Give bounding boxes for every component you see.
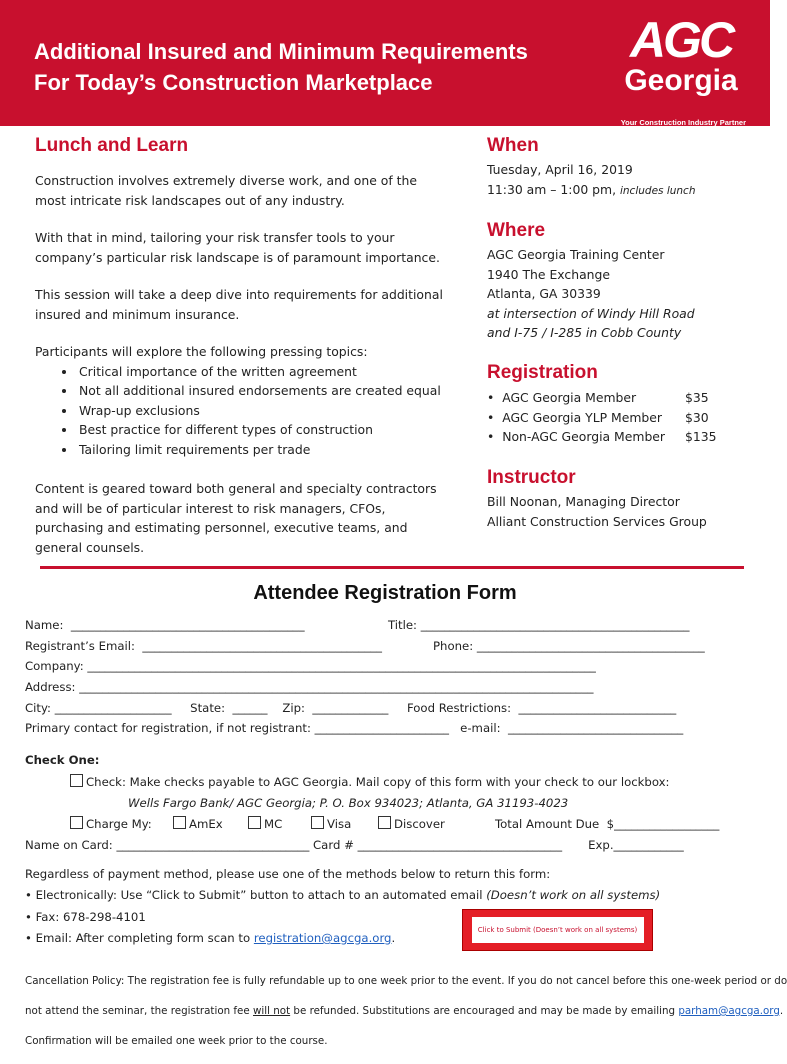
amex-option[interactable] bbox=[173, 816, 223, 832]
electronic-text: • Electronically: Use “Click to Submit” button to attach to an automated email bbox=[25, 888, 483, 902]
audience-paragraph: Content is geared toward both general and specialty contractors and will be of particular interest to risk managers, CFOs, purchasing and estimating personnel, executive teams, and general counsels. bbox=[35, 481, 437, 555]
instructor-company: Alliant Construction Services Group bbox=[487, 513, 707, 529]
fee-label: • AGC Georgia Member bbox=[487, 390, 637, 405]
fee-row bbox=[487, 408, 717, 428]
name-field[interactable]: Name: ________________________________________ bbox=[25, 618, 305, 632]
instructor-details bbox=[487, 492, 757, 531]
event-time-row bbox=[487, 180, 757, 202]
fee-row bbox=[487, 427, 717, 447]
will-not-emphasis: will not bbox=[253, 1005, 291, 1017]
check-option[interactable] bbox=[70, 774, 669, 790]
cancel-line-3: Confirmation will be emailed one week prior to the course. bbox=[25, 1035, 328, 1047]
address-field[interactable]: Address: ________________________________________________________________________________________ bbox=[25, 680, 594, 694]
electronic-option bbox=[25, 887, 660, 903]
email-prefix: • Email: After completing form scan to bbox=[25, 931, 251, 945]
amex-label: AmEx bbox=[189, 817, 223, 831]
visa-option[interactable] bbox=[311, 816, 351, 832]
lockbox-address: Wells Fargo Bank/ AGC Georgia; P. O. Box 934023; Atlanta, GA 31193-4023 bbox=[128, 796, 569, 810]
submit-button-label: Click to Submit (Doesn’t work on all systems) bbox=[472, 917, 644, 943]
title-line-2: For Today’s Construction Marketplace bbox=[34, 70, 433, 95]
venue-name: AGC Georgia Training Center bbox=[487, 247, 665, 262]
deep-dive-paragraph: This session will take a deep dive into requirements for additional insured and minimum insurance. bbox=[35, 287, 443, 322]
fee-price: $135 bbox=[685, 429, 717, 444]
venue-directions-1: at intersection of Windy Hill Road bbox=[487, 305, 695, 321]
where-heading: Where bbox=[487, 220, 546, 241]
form-title: Attendee Registration Form bbox=[253, 582, 517, 604]
check-one-label: Check One: bbox=[25, 753, 100, 767]
return-instructions: Regardless of payment method, please use one of the methods below to return this form: bbox=[25, 867, 551, 881]
fee-table bbox=[487, 388, 717, 447]
registrant-email-field[interactable]: Registrant’s Email: _________________________________________ bbox=[25, 639, 382, 653]
mc-label: MC bbox=[264, 817, 283, 831]
registration-heading: Registration bbox=[487, 362, 598, 383]
company-field[interactable]: Company: _______________________________________________________________________________________ bbox=[25, 659, 596, 673]
title-field[interactable]: Title: ______________________________________________ bbox=[388, 618, 690, 632]
topic-item: • Wrap-up exclusions bbox=[77, 401, 455, 421]
discover-option[interactable] bbox=[378, 816, 445, 832]
intro-paragraph: Construction involves extremely diverse work, and one of the most intricate risk landscapes out of any industry. bbox=[35, 173, 417, 208]
tailoring-paragraph: With that in mind, tailoring your risk transfer tools to your company’s particular risk landscape is of paramount importance. bbox=[35, 230, 440, 265]
fee-row bbox=[487, 388, 717, 408]
mc-checkbox[interactable] bbox=[248, 816, 261, 829]
instructor-heading: Instructor bbox=[487, 467, 576, 488]
event-date: Tuesday, April 16, 2019 bbox=[487, 162, 633, 177]
topics-intro: Participants will explore the following pressing topics: bbox=[35, 344, 368, 359]
title-line-1: Additional Insured and Minimum Requirements bbox=[34, 39, 528, 64]
when-heading: When bbox=[487, 135, 539, 156]
section-divider bbox=[40, 566, 744, 569]
parham-email-link[interactable]: parham@agcga.org bbox=[678, 1005, 780, 1017]
registration-email-link[interactable]: registration@agcga.org bbox=[253, 931, 392, 945]
fee-price: $35 bbox=[685, 390, 709, 405]
logo-agc-text: AGC bbox=[629, 12, 733, 68]
phone-field[interactable]: Phone: _______________________________________ bbox=[433, 639, 705, 653]
card-details-row[interactable]: Name on Card: _________________________________ Card # ___________________________________ Exp.____________ bbox=[25, 838, 684, 852]
fee-label: • AGC Georgia YLP Member bbox=[487, 409, 663, 425]
fax-option: • Fax: 678-298-4101 bbox=[25, 910, 146, 924]
registration-fees bbox=[487, 388, 717, 447]
cancel-line-1: Cancellation Policy: The registration fee is fully refundable up to one week prior to the event. If you do not cancel before this one-week period or do bbox=[25, 975, 787, 987]
charge-checkbox[interactable] bbox=[70, 816, 83, 829]
header-banner bbox=[0, 0, 770, 126]
discover-label: Discover bbox=[394, 817, 445, 831]
instructor-name: Bill Noonan, Managing Director bbox=[487, 494, 680, 509]
lunch-note: includes lunch bbox=[619, 184, 696, 197]
topics-list bbox=[35, 362, 455, 460]
agc-georgia-logo bbox=[616, 14, 746, 127]
mc-option[interactable] bbox=[248, 816, 282, 832]
electronic-note: (Doesn’t work on all systems) bbox=[486, 888, 661, 902]
topic-item: • Critical importance of the written agreement bbox=[77, 362, 455, 382]
total-amount-field[interactable]: Total Amount Due $__________________ bbox=[495, 817, 720, 831]
venue-city: Atlanta, GA 30339 bbox=[487, 286, 601, 301]
primary-contact-row[interactable]: Primary contact for registration, if not registrant: _______________________ e-mail: ______________________________ bbox=[25, 721, 684, 735]
email-option: • Email: After completing form scan to registration@agcga.org. bbox=[25, 931, 396, 945]
logo-tagline: Your Construction Industry Partner bbox=[620, 118, 746, 127]
where-details bbox=[487, 245, 757, 343]
city-state-zip-row[interactable]: City: ____________________ State: ______ Zip: _____________ Food Restrictions: ___________________________ bbox=[25, 701, 677, 715]
charge-label: Charge My: bbox=[86, 817, 152, 831]
topic-item: • Tailoring limit requirements per trade bbox=[77, 440, 455, 460]
event-time: 11:30 am – 1:00 pm, bbox=[487, 181, 617, 197]
logo-georgia-text: Georgia bbox=[624, 64, 738, 97]
cancellation-policy bbox=[25, 959, 787, 1064]
venue-street: 1940 The Exchange bbox=[487, 266, 610, 282]
visa-label: Visa bbox=[327, 817, 352, 831]
topics-section bbox=[35, 342, 455, 459]
lunch-and-learn-heading: Lunch and Learn bbox=[35, 135, 189, 156]
event-title bbox=[34, 36, 528, 98]
topic-item: • Not all additional insured endorsements are created equal bbox=[77, 381, 455, 401]
check-checkbox[interactable] bbox=[70, 774, 83, 787]
charge-my-option[interactable] bbox=[70, 816, 152, 832]
check-option-label: Check: Make checks payable to AGC Georgia. Mail copy of this form with your check to our lockbox: bbox=[86, 775, 670, 789]
venue-directions-2: and I-75 / I-285 in Cobb County bbox=[487, 325, 682, 340]
when-details bbox=[487, 160, 757, 201]
amex-checkbox[interactable] bbox=[173, 816, 186, 829]
fee-label: • Non-AGC Georgia Member bbox=[487, 429, 666, 444]
discover-checkbox[interactable] bbox=[378, 816, 391, 829]
fee-price: $30 bbox=[685, 409, 709, 425]
topic-item: • Best practice for different types of construction bbox=[77, 420, 455, 440]
visa-checkbox[interactable] bbox=[311, 816, 324, 829]
cancel-line-2: not attend the seminar, the registration fee will not be refunded. Substitutions are encouraged and may be made by emailing parham@agcga.org. bbox=[25, 1005, 784, 1017]
click-to-submit-button[interactable] bbox=[462, 909, 653, 951]
